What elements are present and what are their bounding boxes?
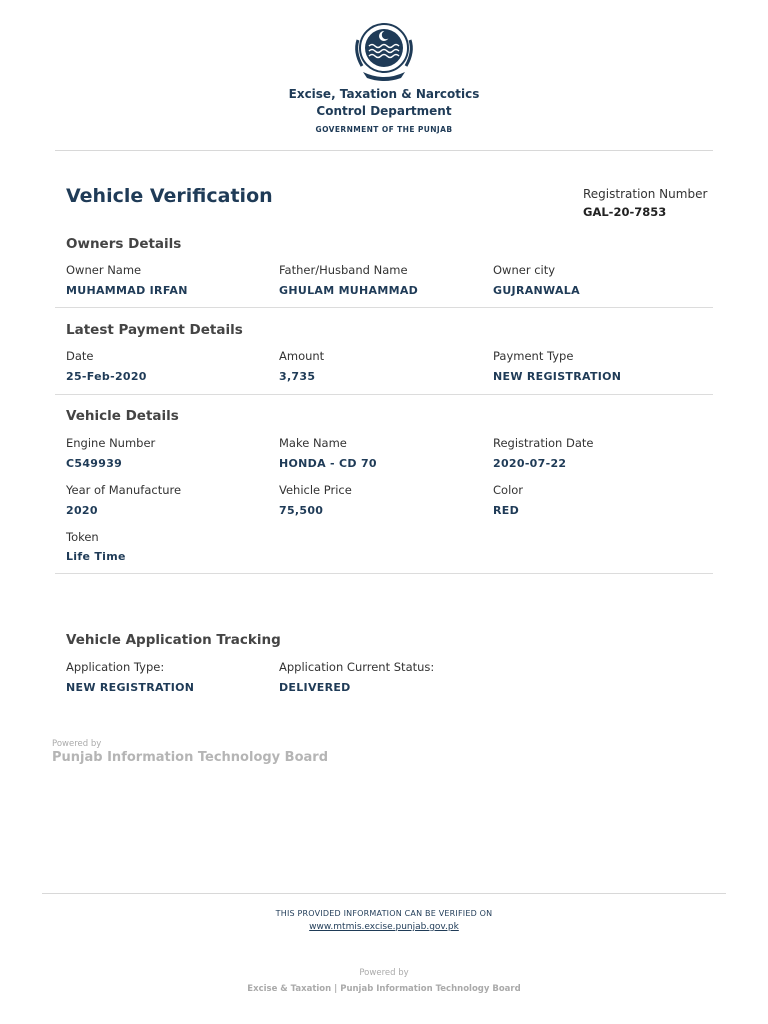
- token-value: Life Time: [66, 550, 126, 563]
- punjab-government-emblem-icon: [349, 20, 419, 82]
- color-value: RED: [493, 504, 520, 517]
- section-divider: [55, 573, 713, 574]
- powered-by-organization: Punjab Information Technology Board: [52, 750, 329, 765]
- owner-city-label: Owner city: [493, 263, 556, 277]
- section-divider: [55, 394, 713, 395]
- vehicle-price-value: 75,500: [279, 504, 324, 517]
- make-name-label: Make Name: [279, 436, 347, 450]
- year-of-manufacture-label: Year of Manufacture: [66, 483, 182, 497]
- owners-details-title: Owners Details: [66, 236, 182, 252]
- header-divider: [55, 150, 713, 151]
- footer-divider: [42, 893, 726, 894]
- payment-date-value: 25-Feb-2020: [66, 370, 147, 383]
- department-line-2: Control Department: [316, 104, 452, 118]
- father-name-label: Father/Husband Name: [279, 263, 408, 277]
- application-type-value: NEW REGISTRATION: [66, 681, 195, 694]
- department-line-1: Excise, Taxation & Narcotics: [288, 87, 480, 101]
- year-of-manufacture-value: 2020: [66, 504, 98, 517]
- footer-organization: Excise & Taxation | Punjab Information Technology Board: [247, 984, 521, 994]
- token-label: Token: [66, 530, 99, 544]
- powered-by-label: Powered by: [52, 739, 102, 749]
- vehicle-details-title: Vehicle Details: [66, 408, 179, 424]
- engine-number-label: Engine Number: [66, 436, 156, 450]
- application-status-label: Application Current Status:: [279, 660, 435, 674]
- registration-date-value: 2020-07-22: [493, 457, 567, 470]
- make-name-value: HONDA - CD 70: [279, 457, 377, 470]
- payment-amount-value: 3,735: [279, 370, 316, 383]
- owner-name-value: MUHAMMAD IRFAN: [66, 284, 188, 297]
- payment-amount-label: Amount: [279, 349, 325, 363]
- owner-name-label: Owner Name: [66, 263, 142, 277]
- application-tracking-title: Vehicle Application Tracking: [66, 632, 281, 648]
- government-label: GOVERNMENT OF THE PUNJAB: [315, 125, 453, 134]
- father-name-value: GHULAM MUHAMMAD: [279, 284, 419, 297]
- verification-notice: THIS PROVIDED INFORMATION CAN BE VERIFIED ON: [275, 909, 493, 918]
- application-type-label: Application Type:: [66, 660, 165, 674]
- payment-date-label: Date: [66, 349, 94, 363]
- color-label: Color: [493, 483, 524, 497]
- registration-date-label: Registration Date: [493, 436, 594, 450]
- section-divider: [55, 307, 713, 308]
- payment-type-label: Payment Type: [493, 349, 574, 363]
- footer-powered-by: Powered by: [359, 968, 409, 978]
- vehicle-price-label: Vehicle Price: [279, 483, 352, 497]
- application-status-value: DELIVERED: [279, 681, 351, 694]
- engine-number-value: C549939: [66, 457, 123, 470]
- verification-link[interactable]: www.mtmis.excise.punjab.gov.pk: [309, 922, 459, 932]
- registration-number-label: Registration Number: [583, 187, 708, 201]
- payment-details-title: Latest Payment Details: [66, 322, 243, 338]
- registration-number-value: GAL-20-7853: [583, 205, 667, 219]
- department-name: [0, 86, 768, 120]
- page-title: Vehicle Verification: [66, 185, 273, 207]
- payment-type-value: NEW REGISTRATION: [493, 370, 622, 383]
- owner-city-value: GUJRANWALA: [493, 284, 580, 297]
